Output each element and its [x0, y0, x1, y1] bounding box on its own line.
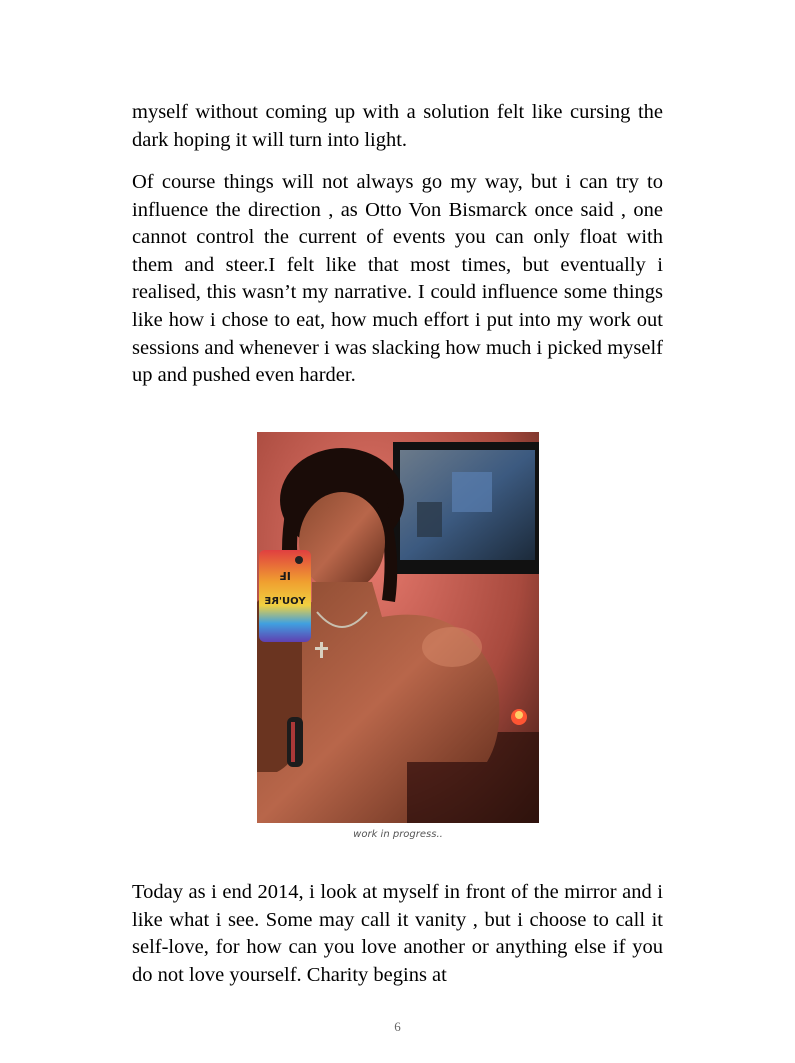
body-paragraph-1: myself without coming up with a solution felt like cursing the dark hoping it will turn into light.: [132, 101, 663, 151]
body-paragraph-3: Today as i end 2014, i look at myself in front of the mirror and i like what i see. Some may call it vanity , but i choose to call it self-love, for how can you love another or anything else if you do not love yourself. Charity begins at: [132, 881, 663, 986]
body-paragraph-2: Of course things will not always go my way, but i can try to influence the direction , as Otto Von Bismarck once said , one cannot control the current of events you can only float with them and steer.I felt like that most times, but eventually i realised, this wasn’t my narrative. I could influence some things like how i chose to eat, how much effort i put into my work out sessions and whenever i was slacking how much i picked myself up and pushed even harder.: [132, 171, 663, 387]
phone-case-text-2: YOU'RE: [264, 596, 306, 607]
mirror-selfie-photo: [257, 432, 539, 823]
page-number: 6: [394, 1019, 401, 1034]
figure-caption: work in progress..: [353, 829, 443, 840]
phone-case-text-1: IF: [279, 569, 291, 582]
